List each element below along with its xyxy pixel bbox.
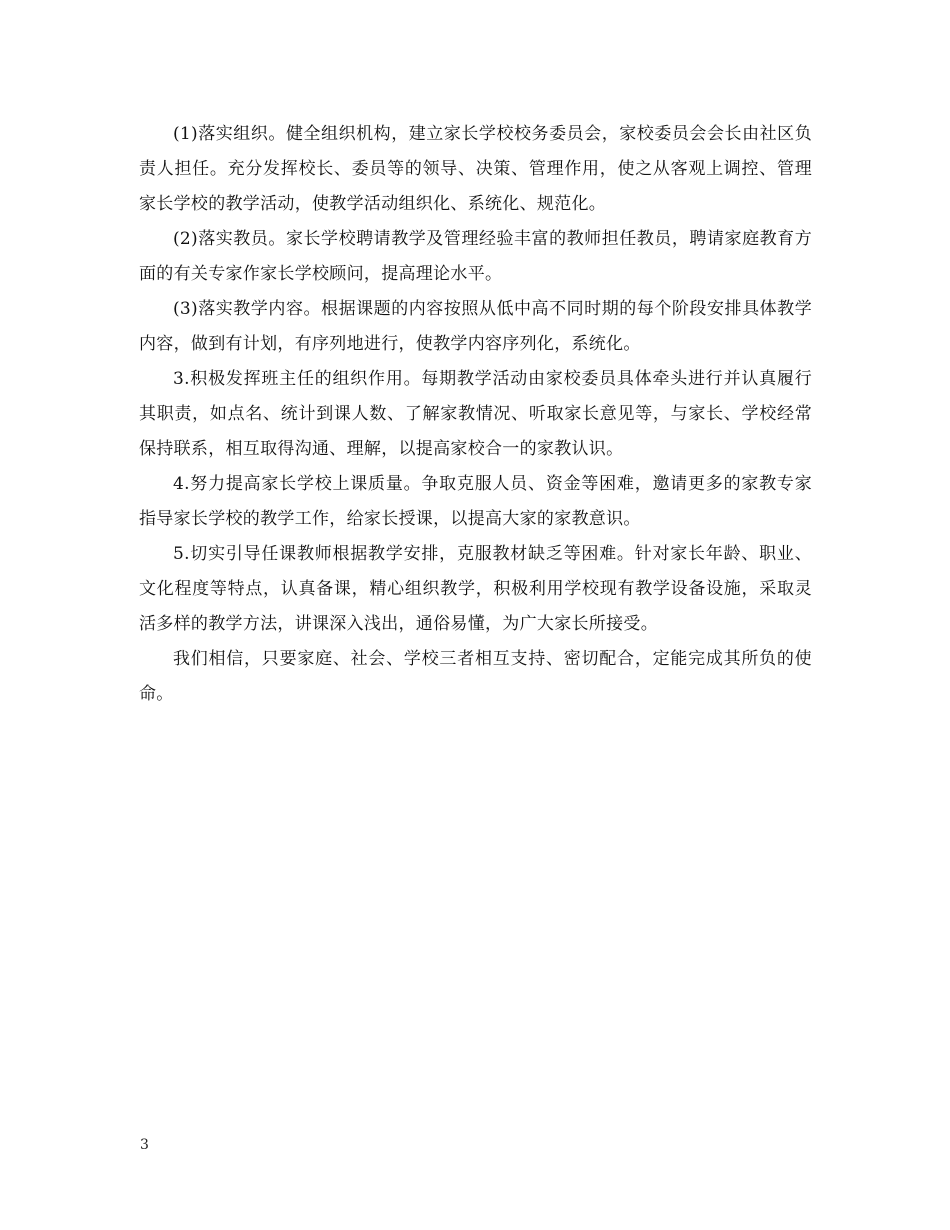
paragraph-class-teacher-role: 3.积极发挥班主任的组织作用。每期教学活动由家校委员具体牵头进行并认真履行其职责，如点名、统计到课人数、了解家教情况、听取家长意见等，与家长、学校经常保持联系，相互取得沟通、理解，以提高家校合一的家教认识。 bbox=[139, 369, 812, 459]
paragraph-guide-teachers: 5.切实引导任课教师根据教学安排，克服教材缺乏等困难。针对家长年龄、职业、文化程度等特点，认真备课，精心组织教学，积极利用学校现有教学设备设施，采取灵活多样的教学方法，讲课深入浅出，通俗易懂，为广大家长所接受。 bbox=[139, 544, 812, 634]
document-body bbox=[139, 117, 812, 712]
paragraph-conclusion: 我们相信，只要家庭、社会、学校三者相互支持、密切配合，定能完成其所负的使命。 bbox=[139, 649, 812, 704]
paragraph-implement-teachers: (2)落实教员。家长学校聘请教学及管理经验丰富的教师担任教员，聘请家庭教育方面的有关专家作家长学校顾问，提高理论水平。 bbox=[139, 229, 812, 284]
paragraph-class-quality: 4.努力提高家长学校上课质量。争取克服人员、资金等困难，邀请更多的家教专家指导家长学校的教学工作，给家长授课，以提高大家的家教意识。 bbox=[139, 474, 812, 529]
paragraph-implement-organization: (1)落实组织。健全组织机构，建立家长学校校务委员会，家校委员会会长由社区负责人担任。充分发挥校长、委员等的领导、决策、管理作用，使之从客观上调控、管理家长学校的教学活动，使教学活动组织化、系统化、规范化。 bbox=[139, 124, 812, 214]
page-number: 3 bbox=[140, 1137, 149, 1153]
paragraph-implement-content: (3)落实教学内容。根据课题的内容按照从低中高不同时期的每个阶段安排具体教学内容，做到有计划，有序列地进行，使教学内容序列化，系统化。 bbox=[139, 299, 812, 354]
